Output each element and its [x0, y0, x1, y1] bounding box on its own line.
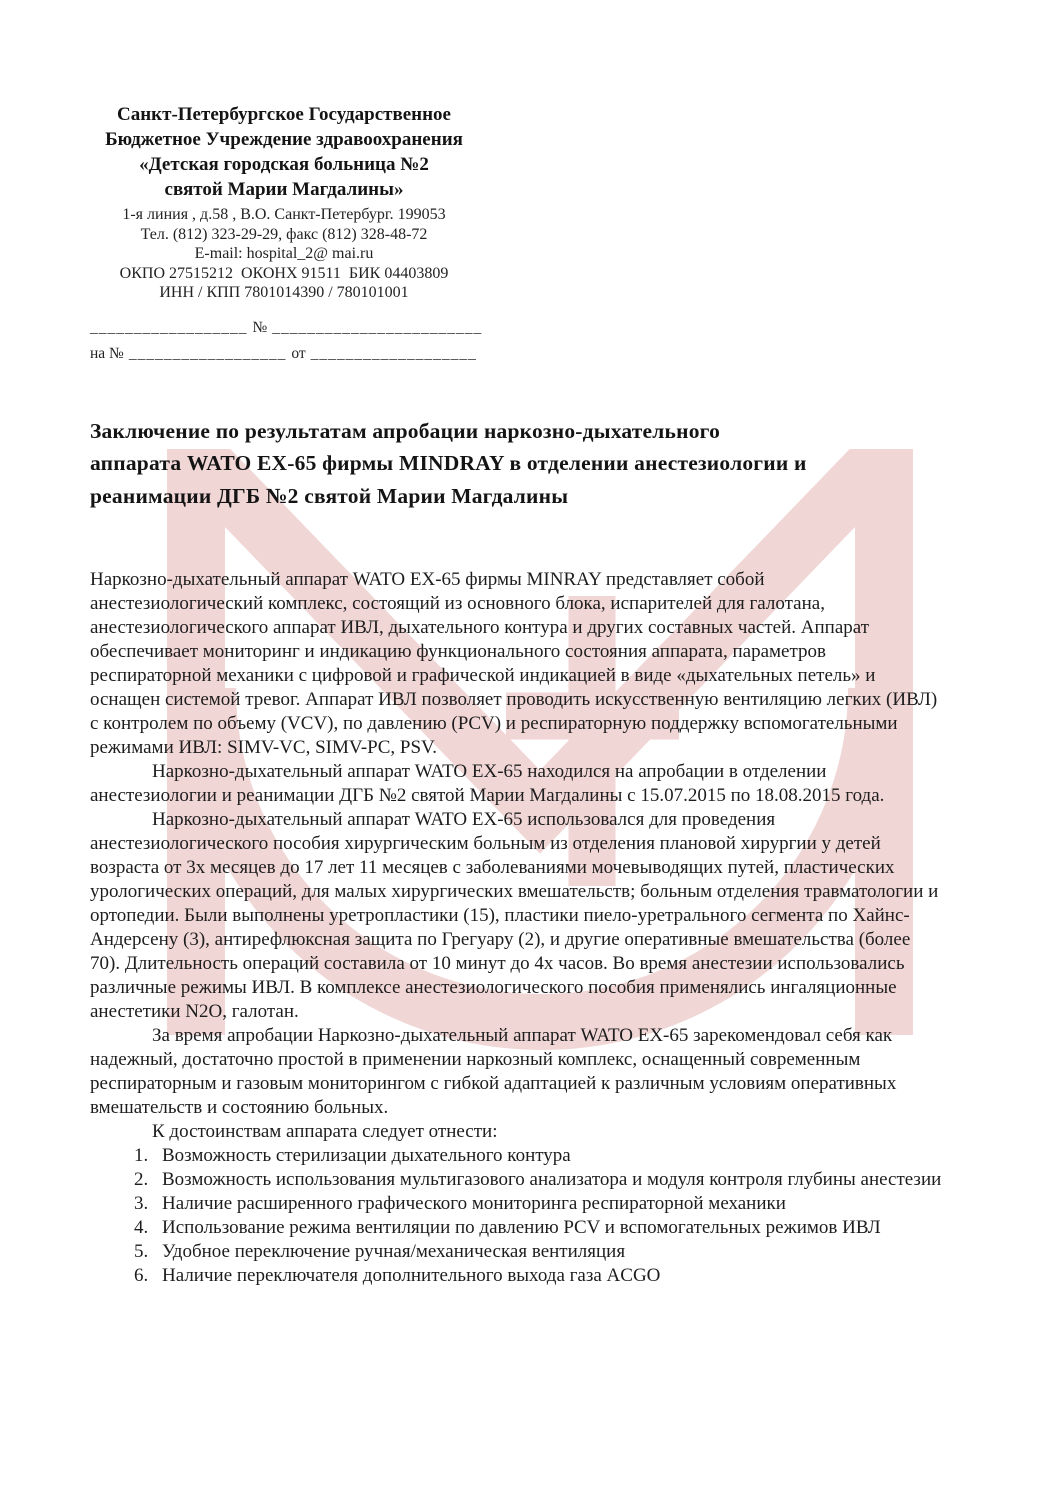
paragraph-device-description: Наркозно-дыхательный аппарат WATO EX-65 фирмы MINRAY представляет собой анестезиологический комплекс, состоящий из основного блока, испарителей для галотана, анестезиологического аппарат ИВЛ, дыхательного контура и других составных частей. Аппарат обеспечивает мониторинг и индикацию функционального состояния аппарата, параметров респираторной механики с цифровой и графической индикацией в виде «дыхательных петель» и оснащен системой тревог. Аппарат ИВЛ позволяет проводить искусственную вентиляцию легких (ИВЛ) с контролем по объему (VCV), по давлению (PCV) и респираторную поддержку вспомогательными режимами ИВЛ: SIMV-VC, SIMV-PC, PSV. [90, 569, 938, 759]
document-title [90, 415, 950, 513]
incoming-number-label: на № [90, 344, 124, 362]
title-line-3: реанимации ДГБ №2 святой Марии Магдалины [90, 483, 569, 508]
number-sign-label: № [252, 318, 268, 336]
paragraph-trial-period: Наркозно-дыхательный аппарат WATO EX-65 находился на апробации в отделении анестезиологии и реанимации ДГБ №2 святой Марии Магдалины с 15.07.2015 по 18.08.2015 года. [90, 761, 885, 807]
org-email: E-mail: hospital_2@ mai.ru [194, 245, 374, 263]
incoming-date-blank: ___________________ [310, 344, 477, 362]
reference-block [90, 315, 510, 367]
advantages-list [90, 1144, 942, 1288]
org-name-line-2: Бюджетное Учреждение здравоохранения [105, 129, 463, 150]
paragraph-evaluation: За время апробации Наркозно-дыхательный аппарат WATO EX-65 зарекомендовал себя как надежный, достаточно простой в применении наркозный комплекс, оснащенный современным респираторным и газовым мониторингом с гибкой адаптацией к различным условиям оперативных вмешательств и состоянию больных. [90, 1025, 897, 1119]
org-registry-codes: ОКПО 27515212 ОКОНХ 91511 БИК 04403809 [119, 264, 449, 282]
advantage-item-5: 5. Удобное переключение ручная/механическая вентиляция [153, 1240, 942, 1264]
advantages-intro: К достоинствам аппарата следует отнести: [152, 1121, 498, 1143]
title-line-1: Заключение по результатам апробации наркозно-дыхательного [90, 418, 721, 443]
outgoing-number-line [90, 315, 510, 341]
title-line-2: аппарата WATO EX-65 фирмы MINDRAY в отделении анестезиологии и [90, 451, 807, 476]
org-name-line-3: «Детская городская больница №2 [139, 154, 429, 175]
advantage-item-1: 1. Возможность стерилизации дыхательного контура [153, 1144, 942, 1168]
incoming-number-blank: __________________ [128, 344, 287, 362]
org-name-line-1: Санкт-Петербургское Государственное [117, 104, 451, 125]
advantage-item-2: 2. Возможность использования мультигазового анализатора и модуля контроля глубины анестезии [153, 1168, 942, 1192]
advantage-item-6: 6. Наличие переключателя дополнительного выхода газа ACGO [153, 1264, 942, 1288]
incoming-number-line [90, 341, 510, 367]
outgoing-number-blank: ________________________ [272, 318, 483, 336]
advantage-item-4: 4. Использование режима вентиляции по давлению PCV и вспомогательных режимов ИВЛ [153, 1216, 942, 1240]
letterhead [90, 0, 478, 303]
org-name-line-4: святой Марии Магдалины» [164, 179, 404, 200]
org-phone-fax: Тел. (812) 323-29-29, факс (812) 328-48-72 [140, 225, 428, 243]
org-address: 1-я линия , д.58 , В.О. Санкт-Петербург. 199053 [122, 206, 446, 223]
advantage-item-3: 3. Наличие расширенного графического мониторинга респираторной механики [153, 1192, 942, 1216]
outgoing-date-blank: __________________ [90, 318, 248, 336]
org-inn-kpp: ИНН / КПП 7801014390 / 780101001 [159, 284, 409, 302]
incoming-date-label: от [291, 344, 306, 362]
paragraph-usage-details: Наркозно-дыхательный аппарат WATO EX-65 использовался для проведения анестезиологического пособия хирургическим больным из отделения плановой хирургии у детей возраста от 3х месяцев до 17 лет 11 месяцев с заболеваниями мочевыводящих путей, пластических урологических операций, для малых хирургических вмешательств; больным отделения травматологии и ортопедии. Были выполнены уретропластики (15), пластики пиело-уретрального сегмента по Хайнс-Андерсену (3), антирефлюксная защита по Грегуару (2), и другие оперативные вмешательства (более 70). Длительность операций составила от 10 минут до 4х часов. Во время анестезии использовались различные режимы ИВЛ. В комплексе анестезиологического пособия применялись ингаляционные анестетики N2O, галотан. [90, 809, 939, 1023]
document-body [90, 568, 942, 1288]
